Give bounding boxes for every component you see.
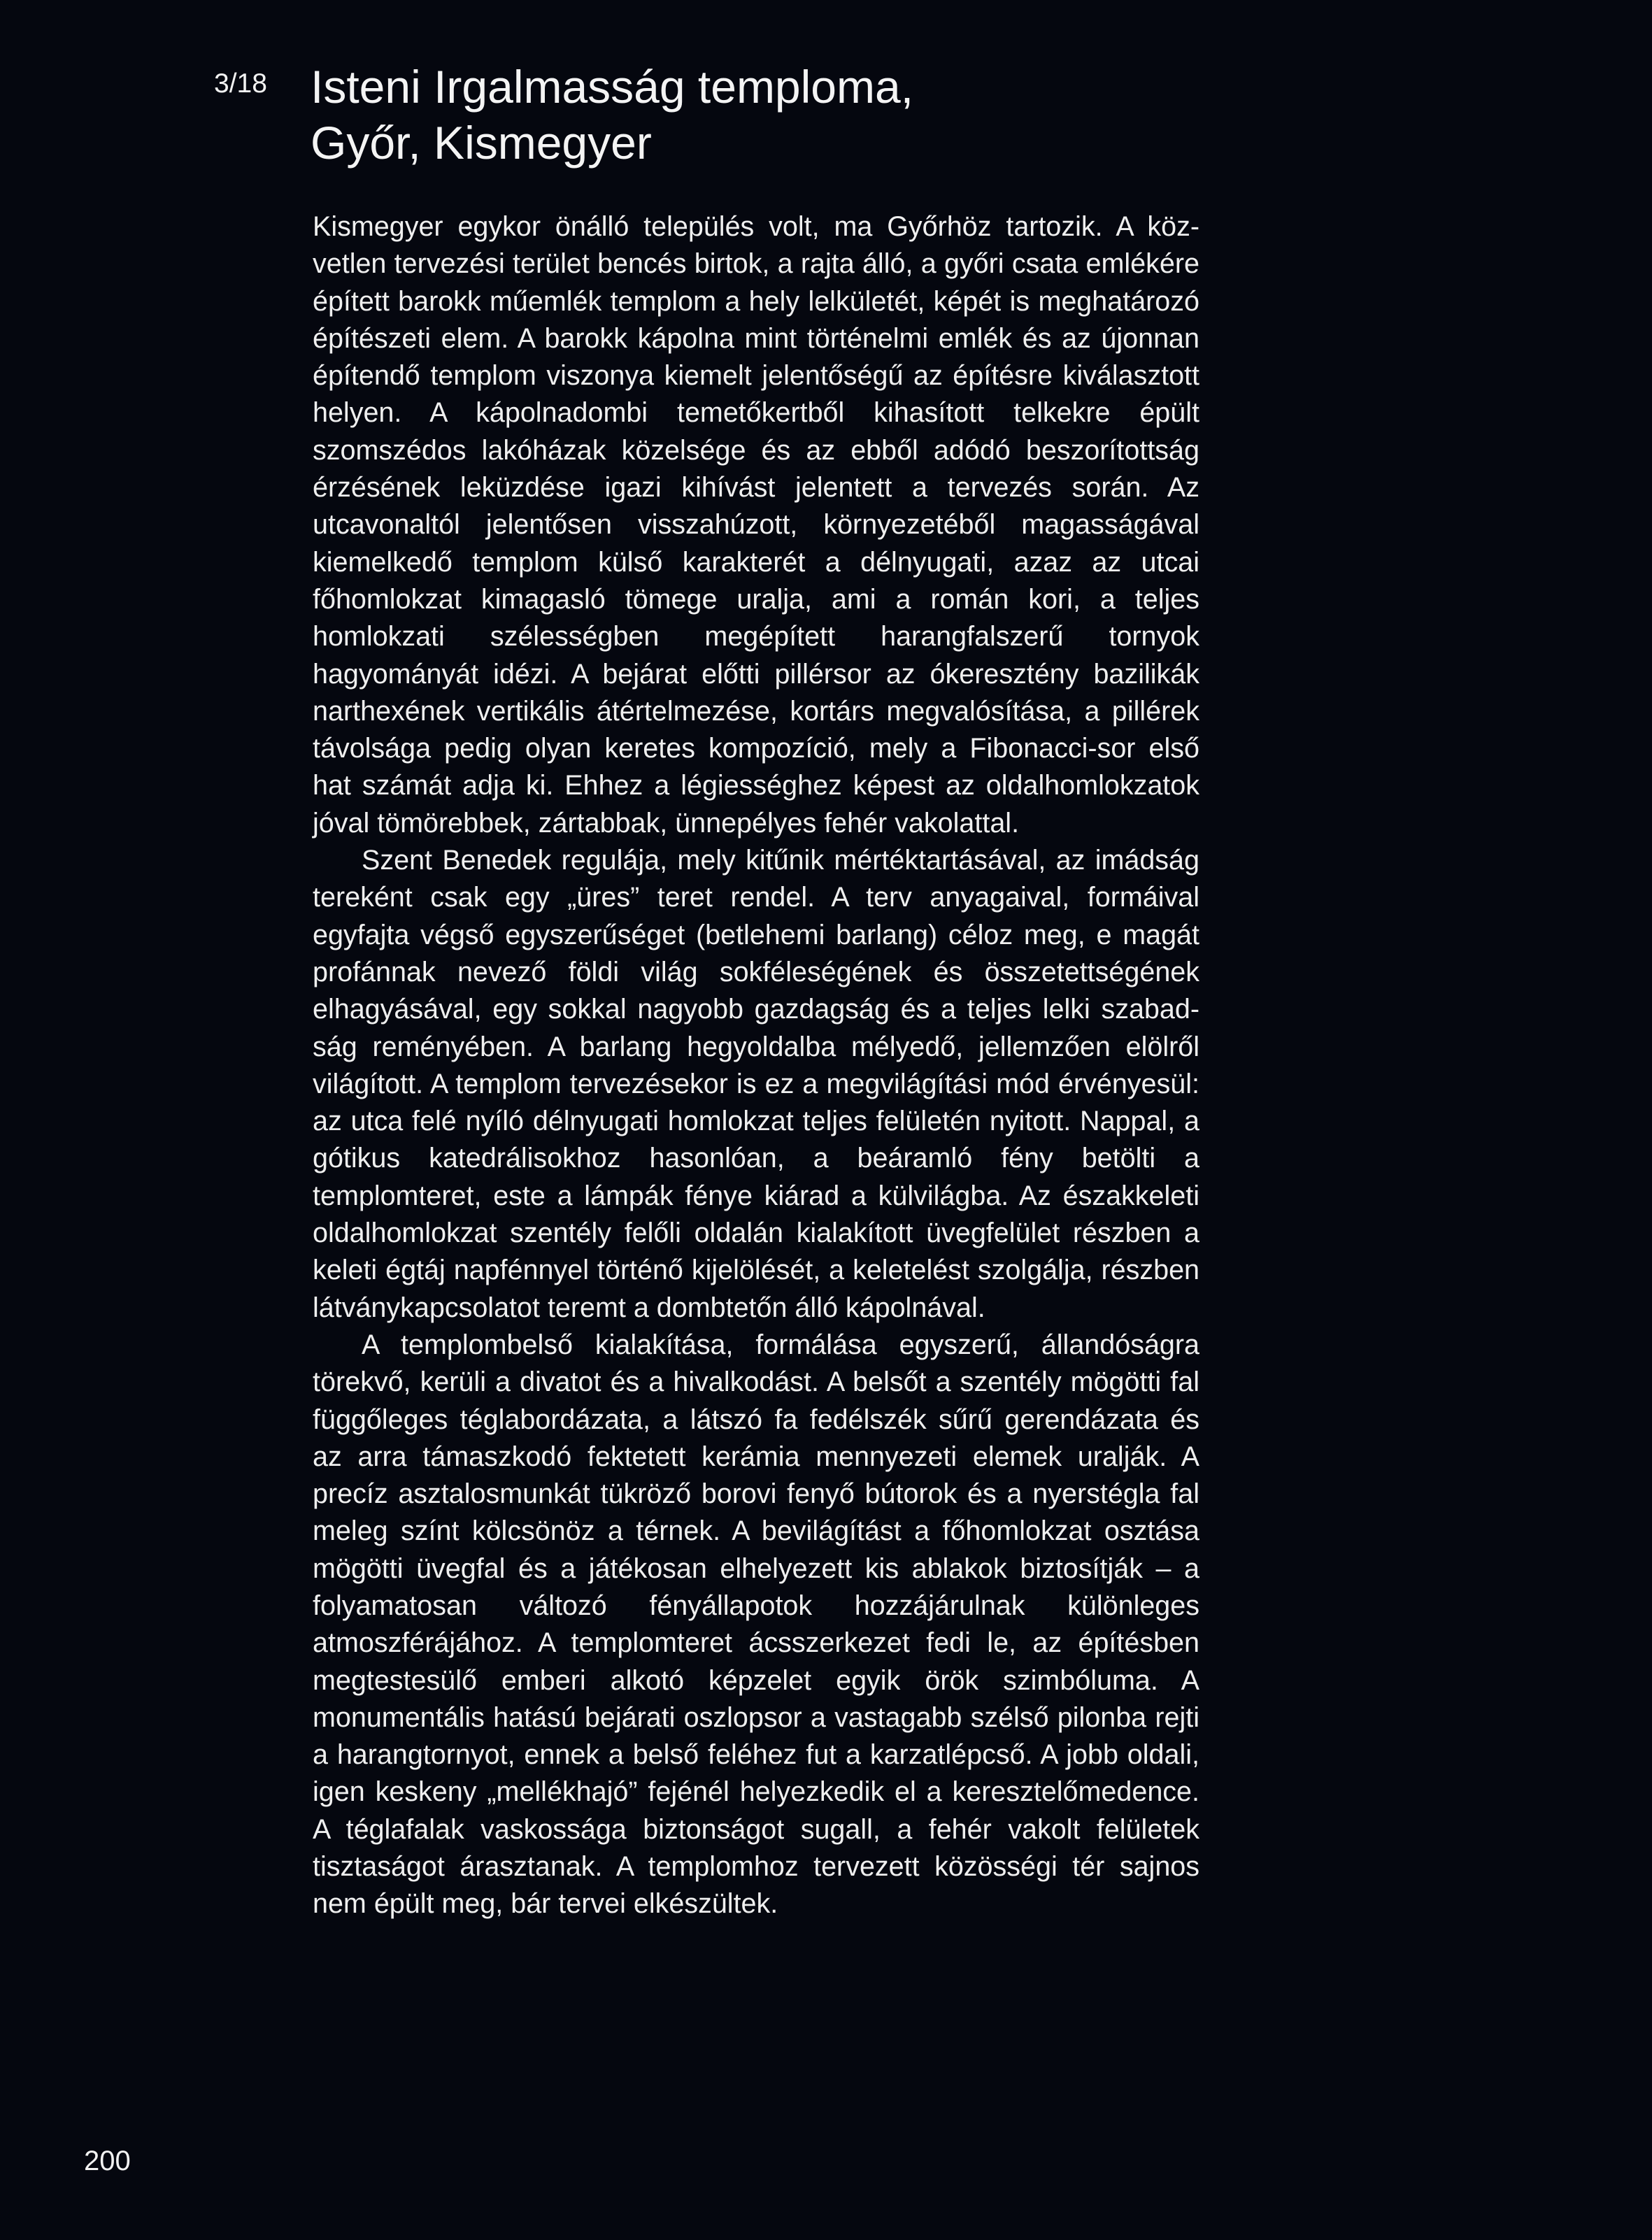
title-line-1: Isteni Irgalmasság temploma, [311, 61, 914, 113]
paragraph-2: Szent Benedek regulája, mely kitűnik mértéktartásával, az imádság tereként csak egy „üres” teret rendel. A terv anyagaival, formáival egyfajta végső egyszerűséget (betlehemi barlang) céloz meg, e magát profánnak nevező földi világ sokféleségének és összetettségének elhagyásával, egy sokkal nagyobb gazdagság és a teljes lelki szabadság reményében. A barlang hegyoldalba mélyedő, jellemzően elölről világított. A templom tervezésekor is ez a megvilágítási mód érvényesül: az utca felé nyíló délnyugati homlokzat teljes felületén nyitott. Nappal, a gótikus katedrálisokhoz hasonlóan, a beáramló fény betölti a templomteret, este a lámpák fénye kiárad a külvilágba. Az északkeleti oldalhomlokzat szentély felőli oldalán kialakított üvegfelület részben a keleti égtáj napfénnyel történő kijelölését, a keletelést szolgálja, részben látványkapcsolatot teremt a dombtetőn álló kápolnával. [313, 845, 1199, 1323]
title-line-2: Győr, Kismegyer [311, 117, 652, 169]
paragraph-1: Kismegyer egykor önálló település volt, ma Győrhöz tartozik. A közvetlen tervezési terület bencés birtok, a rajta álló, a győri csata emlékére épített barokk műemlék templom a hely lelkületét, képét is meghatározó építészeti elem. A barokk kápolna mint történelmi emlék és az újonnan építendő templom viszonya kiemelt jelentőségű az építésre kiválasztott helyen. A kápolnadombi temetőkertből kihasított telkekre épült szomszédos lakóházak közelsége és az ebből adódó beszorítottság érzésének leküzdése igazi kihívást jelentett a tervezés során. Az utcavonaltól jelentősen visszahúzott, környezetéből magasságával kiemelkedő templom külső karakterét a délnyugati, azaz az utcai főhomlokzat kimagasló tömege uralja, ami a román kori, a teljes homlokzati szélességben megépített harangfalszerű tornyok hagyományát idézi. A bejárat előtti pillérsor az ókeresztény bazilikák narthexének vertikális átértelmezése, kortárs megvalósítása, a pillérek távolsága pedig olyan keretes kompozíció, mely a Fibonacci-sor első hat számát adja ki. Ehhez a légiességhez képest az oldalhomlokzatok jóval tömörebbek, zártabbak, ünnepélyes fehér vakolattal. [313, 211, 1199, 839]
body-text [313, 208, 1199, 1923]
page-title [311, 59, 1220, 171]
paragraph-3: A templombelső kialakítása, formálása egyszerű, állandóságra törekvő, kerüli a divatot és a hivalkodást. A belsőt a szentély mögötti fal függőleges téglabordázata, a látszó fa fedélszék sűrű gerendázata és az arra támaszkodó fektetett kerámia mennyezeti elemek uralják. A precíz asztalosmunkát tükröző borovi fenyő bútorok és a nyerstégla fal meleg színt kölcsönöz a térnek. A bevilágítást a főhomlokzat osztása mögötti üvegfal és a játékosan elhelyezett kis ablakok biztosítják – a folyamatosan változó fényállapotok hozzájárulnak különleges atmoszférájához. A templomteret ácsszerkezet fedi le, az építésben megtestesülő emberi alkotó képzelet egyik örök szimbóluma. A monumentális hatású bejárati oszlopsor a vastagabb szélső pilonba rejti a harangtornyot, ennek a belső feléhez fut a karzatlépcső. A jobb oldali, igen keskeny „mellékhajó” fejénél helyezkedik el a keresztelőmedence. A téglafalak vaskossága biztonságot sugall, a fehér vakolt felületek tisztaságot árasztanak. A templomhoz tervezett közösségi tér sajnos nem épült meg, bár tervei elkészültek. [313, 1329, 1199, 1920]
page-number: 200 [84, 2146, 131, 2176]
section-number: 3/18 [214, 69, 267, 99]
